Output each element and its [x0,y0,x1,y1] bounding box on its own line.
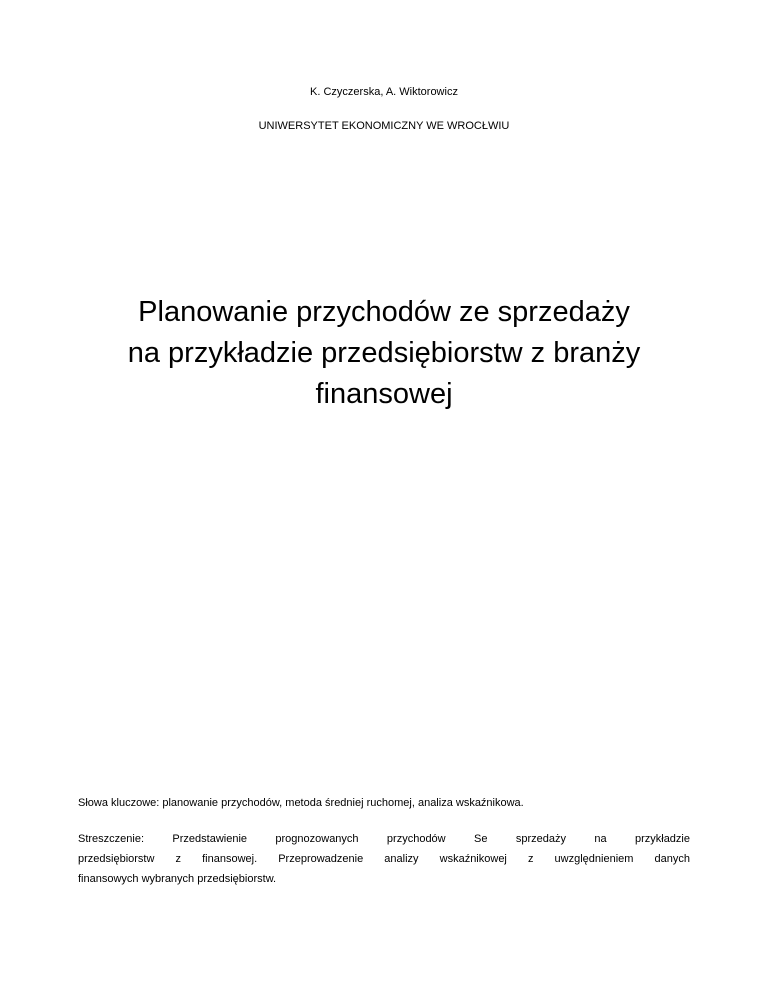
title-line-2: na przykładzie przedsiębiorstw z branży [127,337,641,369]
abstract-line-1: Streszczenie: Przedstawienie prognozowanych przychodów Se sprzedaży na przykładzie [78,833,690,845]
abstract [78,829,690,889]
university-name: UNIWERSYTET EKONOMICZNY WE WROCŁWIU [258,120,510,132]
abstract-line-2: przedsiębiorstw z finansowej. Przeprowadzenie analizy wskaźnikowej z uwzględnieniem danych [78,853,690,865]
abstract-line-3: finansowych wybranych przedsiębiorstw. [78,873,277,885]
keywords: Słowa kluczowe: planowanie przychodów, metoda średniej ruchomej, analiza wskaźnikowa. [78,797,524,809]
authors: K. Czyczerska, A. Wiktorowicz [310,86,458,98]
document-title [64,292,704,415]
title-line-1: Planowanie przychodów ze sprzedaży [138,296,630,328]
title-line-3: finansowej [315,378,453,410]
